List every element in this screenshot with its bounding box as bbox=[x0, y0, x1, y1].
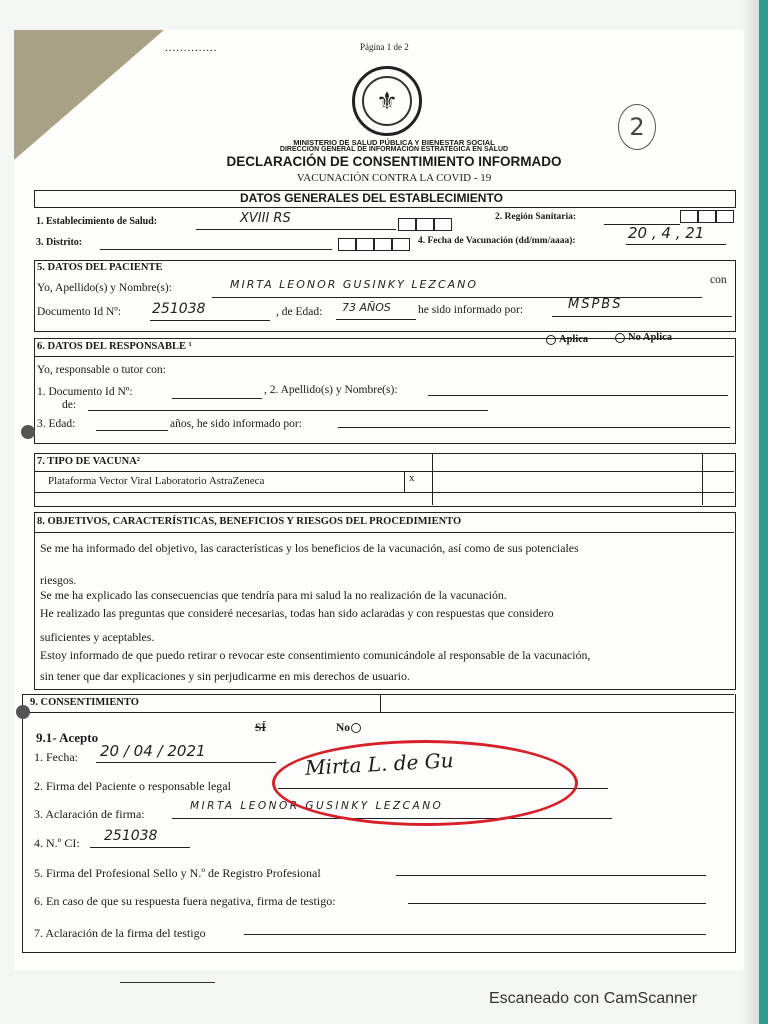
responsible-intro: Yo, responsable o tutor con: bbox=[37, 364, 166, 376]
objectives-line: sin tener que dar explicaciones y sin perjudicarme en mis derechos de usuario. bbox=[40, 669, 410, 683]
consent-no[interactable] bbox=[336, 722, 364, 734]
vaccine-heading: 7. TIPO DE VACUNA² bbox=[37, 456, 140, 467]
region-box bbox=[716, 210, 734, 223]
clarification-label: 3. Aclaración de firma: bbox=[34, 807, 145, 821]
code-box bbox=[434, 218, 452, 231]
top-dots: .............. bbox=[165, 42, 218, 54]
witness-clarification-label: 7. Aclaración de la firma del testigo bbox=[34, 926, 206, 940]
patient-doc-label: Documento Id Nº: bbox=[37, 306, 122, 318]
consent-date-label: 1. Fecha: bbox=[34, 750, 78, 764]
responsible-de-label: de: bbox=[62, 399, 77, 411]
district-box bbox=[392, 238, 410, 251]
patient-name-value: MIRTA LEONOR GUSINKY LEZCANO bbox=[230, 278, 479, 291]
health-establishment-value: XVIII RS bbox=[240, 211, 291, 226]
red-highlight-ellipse bbox=[272, 740, 578, 826]
responsible-name-label: , 2. Apellido(s) y Nombre(s): bbox=[264, 384, 398, 396]
objectives-line: Se me ha informado del objetivo, las características y los beneficios de la vacunación, así como de sus potenciales bbox=[40, 541, 579, 555]
applies-option[interactable] bbox=[546, 334, 588, 345]
vaccine-platform: Plataforma Vector Viral Laboratorio AstraZeneca bbox=[48, 475, 265, 487]
ci-value: 251038 bbox=[104, 828, 158, 844]
responsible-age-label: 3. Edad: bbox=[37, 418, 76, 430]
responsible-doc-label: 1. Documento Id Nº: bbox=[37, 386, 133, 398]
region-label: 2. Región Sanitaria: bbox=[495, 212, 577, 222]
objectives-line: He realizado las preguntas que consideré necesarias, todas han sido aclaradas y con respuestas que considero bbox=[40, 606, 554, 620]
consent-yes-label: SÍ bbox=[255, 722, 266, 734]
professional-signature-label: 5. Firma del Profesional Sello y N.º de Registro Profesional bbox=[34, 866, 321, 880]
patient-signature-label: 2. Firma del Paciente o responsable legal bbox=[34, 779, 231, 793]
ci-label: 4. N.º CI: bbox=[34, 836, 80, 850]
establishment-heading: DATOS GENERALES DEL ESTABLECIMIENTO bbox=[240, 191, 503, 205]
responsible-heading: 6. DATOS DEL RESPONSABLE ¹ bbox=[37, 341, 192, 352]
consent-date-value: 20 / 04 / 2021 bbox=[100, 742, 206, 760]
applies-radio-icon[interactable] bbox=[546, 335, 556, 345]
ministry-name: MINISTERIO DE SALUD PÚBLICA Y BIENESTAR SOCIAL bbox=[293, 138, 495, 147]
not-applies-option[interactable] bbox=[615, 332, 672, 343]
punch-hole bbox=[16, 705, 30, 719]
punch-hole bbox=[21, 425, 35, 439]
consent-yes[interactable] bbox=[255, 722, 266, 734]
patient-age-value: 73 AÑOS bbox=[342, 301, 391, 314]
patient-heading: 5. DATOS DEL PACIENTE bbox=[37, 262, 163, 273]
objectives-heading: 8. OBJETIVOS, CARACTERÍSTICAS, BENEFICIOS Y RIESGOS DEL PROCEDIMIENTO bbox=[37, 516, 462, 527]
patient-informed-label: he sido informado por: bbox=[418, 304, 524, 316]
direction-name: DIRECCIÓN GENERAL DE INFORMACIÓN ESTRATÉGICA EN SALUD bbox=[279, 146, 509, 153]
no-radio-icon[interactable] bbox=[351, 723, 361, 733]
district-box bbox=[356, 238, 374, 251]
health-establishment-label: 1. Establecimiento de Salud: bbox=[36, 216, 158, 227]
code-box bbox=[416, 218, 434, 231]
applies-label: Aplica bbox=[559, 334, 589, 345]
vaccination-date-label: 4. Fecha de Vacunación (dd/mm/aaaa): bbox=[418, 236, 576, 246]
objectives-line: Se me ha explicado las consecuencias que tendría para mi salud la no realización de la vacunación. bbox=[40, 588, 507, 602]
not-applies-radio-icon[interactable] bbox=[615, 333, 625, 343]
patient-age-label: , de Edad: bbox=[276, 306, 323, 318]
objectives-line: Estoy informado de que puedo retirar o revocar este consentimiento comunicándole al responsable de la vacunación, bbox=[40, 648, 591, 662]
vaccination-date-value: 20 , 4 , 21 bbox=[628, 224, 705, 242]
vaccine-mark: x bbox=[409, 472, 415, 484]
accept-label: 9.1- Acepto bbox=[36, 730, 99, 745]
not-applies-label: No Aplica bbox=[628, 332, 673, 343]
clarification-value: MIRTA LEONOR GUSINKY LEZCANO bbox=[190, 800, 444, 812]
responsible-years-label: años, he sido informado por: bbox=[170, 418, 302, 430]
district-label: 3. Distrito: bbox=[36, 237, 83, 248]
region-box bbox=[680, 210, 698, 223]
patient-name-label: Yo, Apellido(s) y Nombre(s): bbox=[37, 282, 172, 294]
code-box bbox=[398, 218, 416, 231]
document-subtitle: VACUNACIÓN CONTRA LA COVID - 19 bbox=[296, 172, 492, 184]
objectives-line: riesgos. bbox=[40, 573, 77, 587]
consent-no-label: No bbox=[336, 722, 351, 734]
witness-signature-label: 6. En caso de que su respuesta fuera negativa, firma de testigo: bbox=[34, 894, 336, 908]
handwritten-page-mark: 2 bbox=[618, 104, 656, 150]
camscanner-watermark: Escaneado con CamScanner bbox=[489, 990, 698, 1007]
region-box bbox=[698, 210, 716, 223]
district-box bbox=[374, 238, 392, 251]
con-label: con bbox=[710, 274, 727, 286]
district-box bbox=[338, 238, 356, 251]
objectives-line: suficientes y aceptables. bbox=[40, 630, 155, 644]
patient-doc-value: 251038 bbox=[152, 301, 206, 317]
consent-heading: 9. CONSENTIMIENTO bbox=[30, 697, 139, 708]
page-number: Página 1 de 2 bbox=[360, 42, 409, 52]
patient-informed-value: MSPBS bbox=[568, 297, 623, 312]
document-title: DECLARACIÓN DE CONSENTIMIENTO INFORMADO bbox=[226, 154, 562, 169]
patient-signature: Mirta L. de Gu bbox=[304, 748, 455, 780]
ministry-seal-icon: ⚜ bbox=[352, 66, 422, 136]
